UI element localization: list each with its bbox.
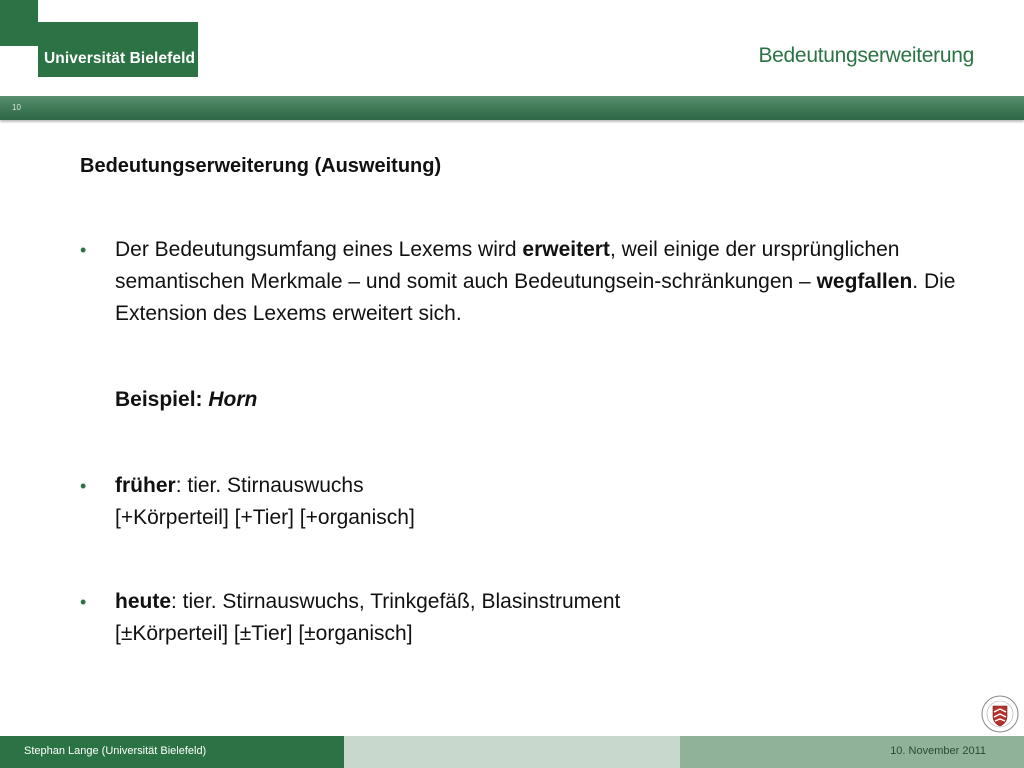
heute-features: [±Körperteil] [±Tier] [±organisch]: [115, 622, 413, 645]
frueher-features: [+Körperteil] [+Tier] [+organisch]: [115, 506, 415, 529]
bullet-definition: [80, 234, 960, 330]
bullet-dot-icon: •: [80, 240, 87, 260]
frueher-text: : tier. Stirnauswuchs: [175, 474, 364, 497]
example-word: Horn: [208, 388, 258, 411]
bullet-dot-icon: •: [80, 476, 87, 496]
example-label: Beispiel:: [115, 388, 209, 411]
footer-segment-right: [680, 736, 1024, 768]
footer: [0, 736, 1024, 768]
frueher-label: früher: [115, 474, 176, 497]
bullet-dot-icon: •: [80, 592, 87, 612]
slide-header-title: Bedeutungserweiterung: [758, 44, 974, 67]
definition-bold-1: erweitert: [522, 238, 610, 261]
logo-block-top: [0, 0, 38, 46]
bullet-heute: [80, 586, 620, 650]
definition-text-1: Der Bedeutungsumfang eines Lexems wird: [115, 238, 523, 261]
definition-bold-2: wegfallen: [816, 270, 913, 293]
header-band: [0, 96, 1024, 120]
footer-segment-middle: [344, 736, 680, 768]
footer-segment-left: [0, 736, 344, 768]
definition-text-2: , weil einige der ursprünglichen semantischen Merkmale – und somit auch Bedeutungsein-schränkungen –: [115, 238, 900, 293]
university-logo: [0, 0, 198, 77]
logo-text: Universität Bielefeld: [44, 50, 196, 67]
heute-text: : tier. Stirnauswuchs, Trinkgefäß, Blasinstrument: [171, 590, 621, 613]
heute-label: heute: [115, 590, 172, 613]
footer-author: Stephan Lange (Universität Bielefeld): [24, 745, 207, 757]
slide-number: 10: [12, 103, 21, 112]
bullet-frueher: [80, 470, 415, 534]
example-line: [80, 384, 257, 416]
content-heading: Bedeutungserweiterung (Ausweitung): [80, 155, 442, 177]
slide-content: [80, 150, 960, 645]
university-seal-icon: [980, 694, 1020, 734]
definition-text-3: . Die Extension des Lexems erweitert sich.: [115, 270, 956, 325]
footer-date: 10. November 2011: [890, 745, 986, 757]
